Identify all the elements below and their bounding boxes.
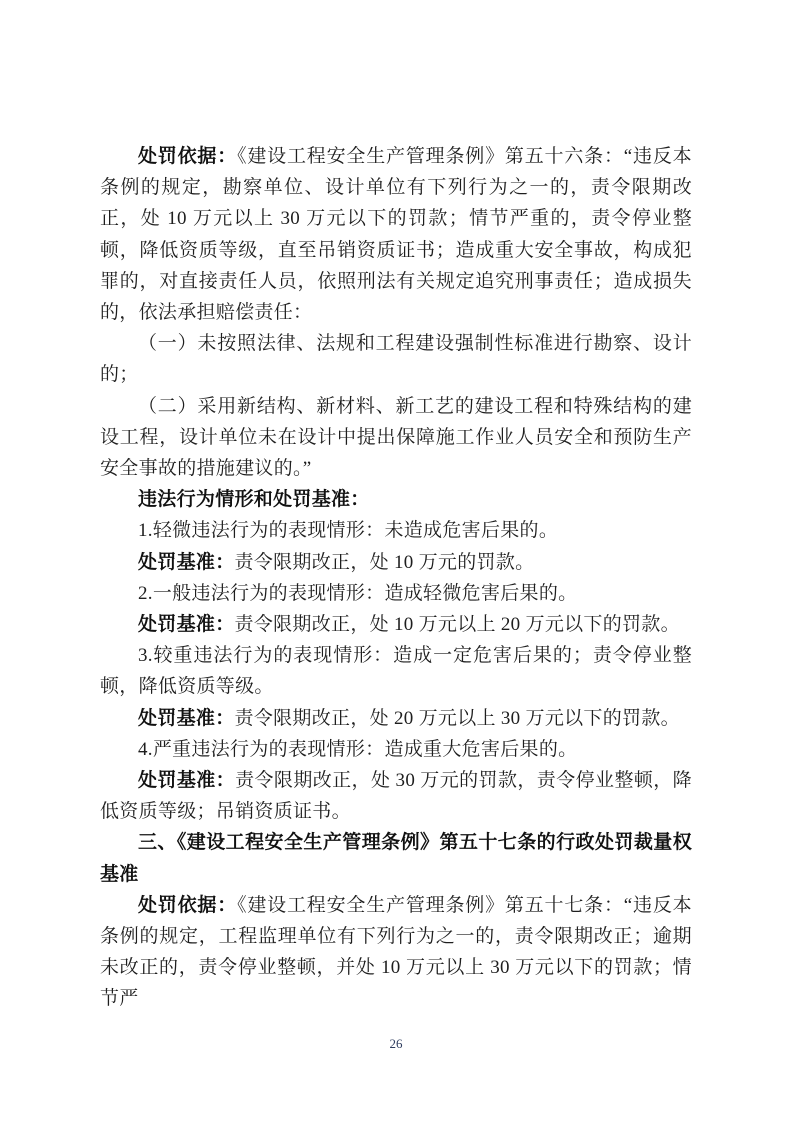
penalty-standard-2: [100, 609, 692, 640]
paragraph-text: 责令限期改正，处 10 万元以上 20 万元以下的罚款。: [234, 614, 680, 636]
paragraph-text: 2.一般违法行为的表现情形：造成轻微危害后果的。: [138, 582, 578, 604]
situation-2: [100, 578, 692, 609]
paragraph-text: 《建设工程安全生产管理条例》第五十六条：“违反本条例的规定，勘察单位、设计单位有下列行为之一的，责令限期改正，处 10 万元以上 30 万元以下的罚款；情节严重的，责令停业整顿，降低资质等级，直至吊销资质证书；造成重大安全事故，构成犯罪的，对直接责任人员，依照刑法有关规定追究刑事责任；造成损失的，依法承担赔偿责任：: [100, 146, 692, 324]
document-body: [100, 141, 692, 1015]
paragraph-text: 3.较重违法行为的表现情形：造成一定危害后果的；责令停业整顿，降低资质等级。: [100, 645, 692, 698]
bold-lead: 处罚依据：: [138, 894, 238, 916]
section-3-heading: [100, 827, 692, 889]
bold-lead: 处罚基准：: [138, 614, 235, 636]
penalty-standard-4: [100, 765, 692, 827]
penalty-standard-1: [100, 547, 692, 578]
penalty-standard-3: [100, 703, 692, 734]
violation-criteria-heading: [100, 484, 692, 515]
bold-lead: 违法行为情形和处罚基准：: [138, 489, 370, 511]
bold-lead: 处罚依据：: [138, 146, 238, 167]
paragraph-text: 责令限期改正，处 30 万元的罚款，责令停业整顿，降低资质等级；吊销资质证书。: [100, 770, 692, 823]
situation-4: [100, 734, 692, 765]
bold-lead: 处罚基准：: [138, 707, 235, 729]
clause-2: [100, 391, 692, 485]
paragraph-text: 1.轻微违法行为的表现情形：未造成危害后果的。: [138, 520, 559, 542]
paragraph-text: 4.严重违法行为的表现情形：造成重大危害后果的。: [138, 738, 578, 760]
paragraph-text: 责令限期改正，处 10 万元的罚款。: [234, 551, 535, 573]
clause-1: [100, 328, 692, 390]
bold-lead: 处罚基准：: [138, 551, 235, 573]
penalty-basis-art56: [100, 141, 692, 328]
paragraph-text: （二）采用新结构、新材料、新工艺的建设工程和特殊结构的建设工程，设计单位未在设计中提出保障施工作业人员安全和预防生产安全事故的措施建议的。”: [100, 395, 692, 480]
situation-1: [100, 515, 692, 546]
paragraph-text: 责令限期改正，处 20 万元以上 30 万元以下的罚款。: [234, 707, 680, 729]
paragraph-text: 《建设工程安全生产管理条例》第五十七条：“违反本条例的规定，工程监理单位有下列行为之一的，责令限期改正；逾期未改正的，责令停业整顿，并处 10 万元以上 30 万元以下的罚款；情节严: [100, 894, 692, 1010]
penalty-basis-art57: [100, 890, 692, 1015]
page-number: 26: [389, 1036, 403, 1051]
bold-lead: 三、《建设工程安全生产管理条例》第五十七条的行政处罚裁量权基准: [100, 832, 692, 885]
paragraph-text: （一）未按照法律、法规和工程建设强制性标准进行勘察、设计的；: [100, 333, 692, 386]
bold-lead: 处罚基准：: [138, 770, 236, 792]
situation-3: [100, 640, 692, 702]
